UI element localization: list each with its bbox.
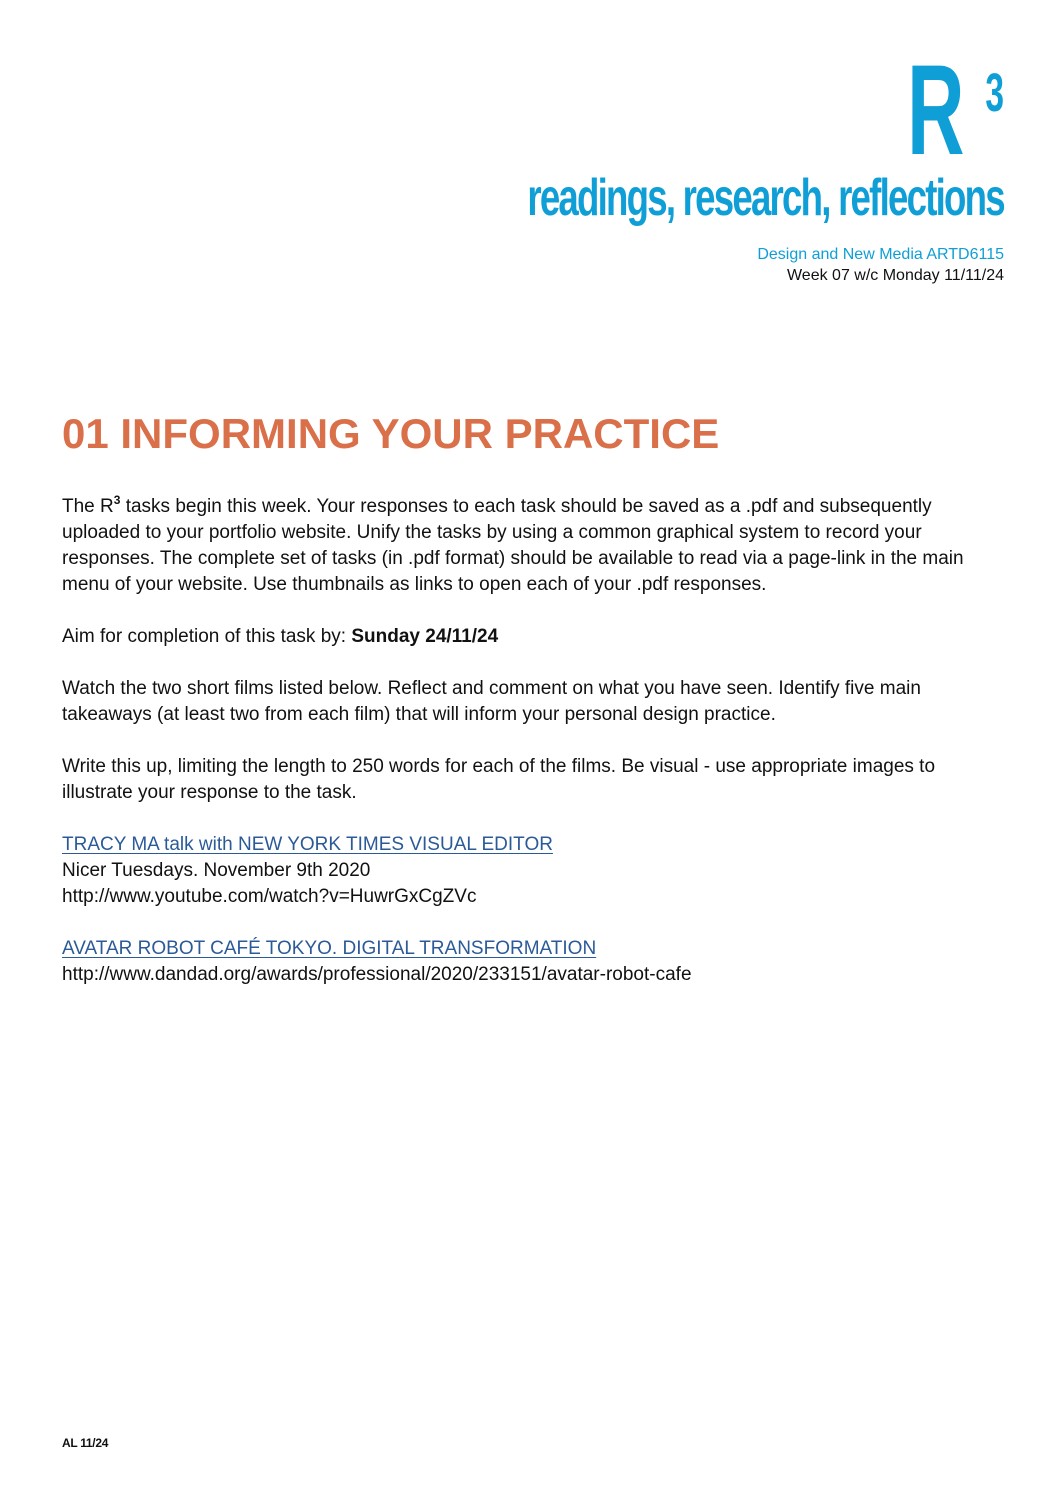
logo-superscript: 3 [985,63,1004,123]
footer-initials: AL 11/24 [62,1436,109,1450]
week-date: Week 07 w/c Monday 11/11/24 [786,267,1004,284]
film-entry [62,832,1002,910]
logo-tagline: readings, research, reflections [527,169,1004,227]
deadline-label: Aim for completion of this task by: [62,626,352,647]
film-link-tracy-ma[interactable]: TRACY MA talk with NEW YORK TIMES VISUAL EDITOR [62,834,553,855]
intro-paragraph [62,494,1002,598]
task-body [62,494,1002,1014]
deadline-paragraph [62,624,1002,650]
course-title: Design and New Media ARTD6115 [757,246,1004,263]
film-url: http://www.youtube.com/watch?v=HuwrGxCgZVc [62,886,477,907]
film-link-avatar-robot-cafe[interactable]: AVATAR ROBOT CAFÉ TOKYO. DIGITAL TRANSFORMATION [62,938,597,959]
deadline-date: Sunday 24/11/24 [351,626,499,647]
film-subtitle: Nicer Tuesdays. November 9th 2020 [62,860,371,881]
section-heading: 01 INFORMING YOUR PRACTICE [62,410,720,457]
logo-letter: R [906,39,964,182]
film-entry [62,936,1002,988]
intro-text: tasks begin this week. Your responses to each task should be saved as a .pdf and subsequently uploaded to your portfolio website. Unify the tasks by using a common graphical system to record your responses. The complete set of tasks (in .pdf format) should be available to read via a page-link in the main menu of your website. Use thumbnails as links to open each of your .pdf responses. [62,496,964,595]
watch-instructions: Watch the two short films listed below. Reflect and comment on what you have seen. Identify five main takeaways (at least two from each film) that will inform your personal design practice. [62,678,921,725]
film-url: http://www.dandad.org/awards/professional/2020/233151/avatar-robot-cafe [62,964,692,985]
intro-prefix: The R [62,496,114,517]
write-instructions: Write this up, limiting the length to 250 words for each of the films. Be visual - use appropriate images to illustrate your response to the task. [62,756,936,803]
intro-superscript: 3 [113,492,121,507]
